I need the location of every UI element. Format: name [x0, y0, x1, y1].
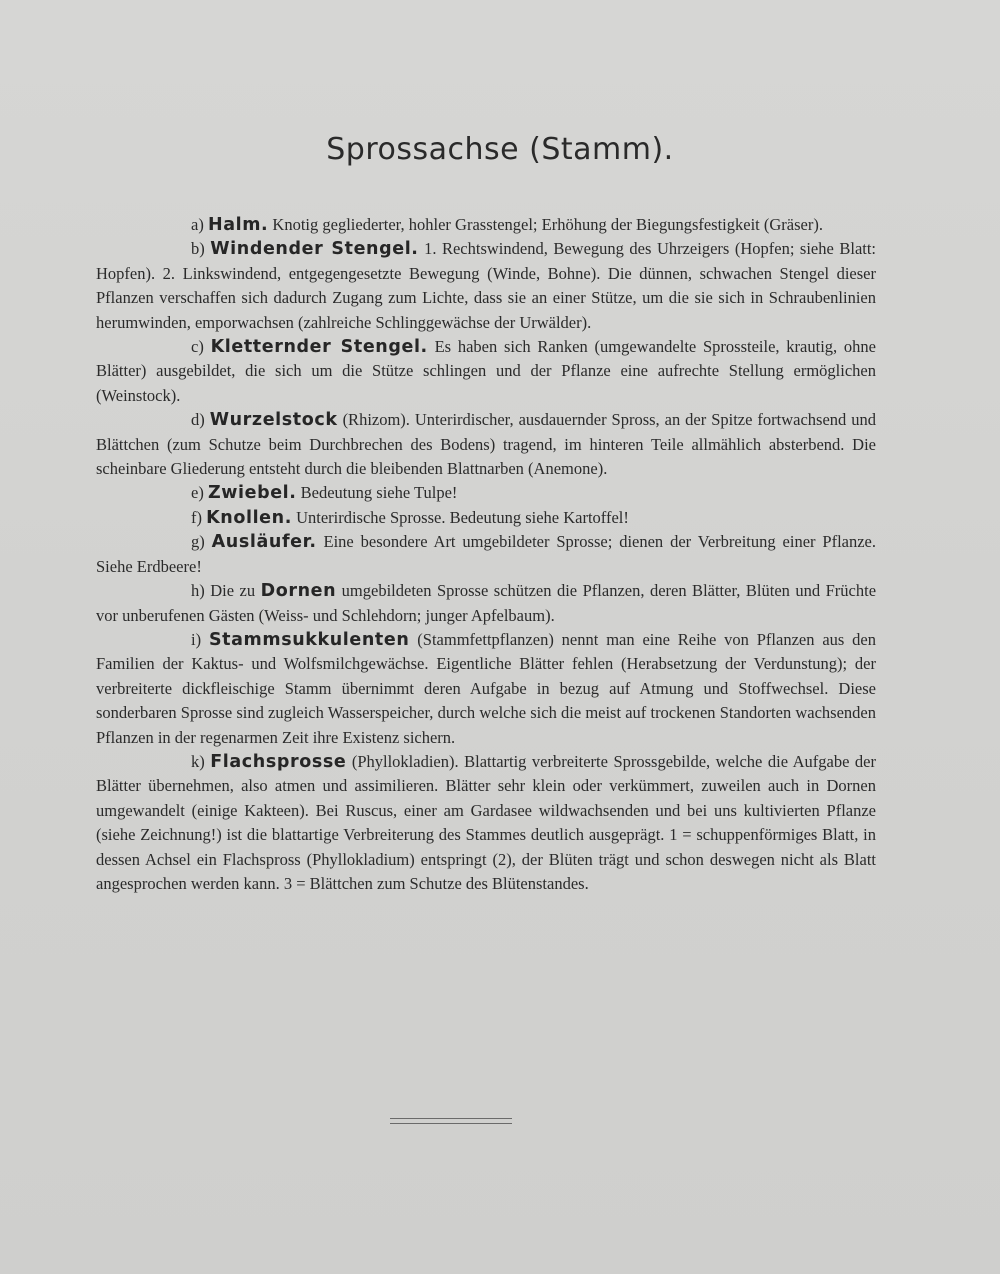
paragraph-text: 1. Rechtswindend, Bewegung des Uhrzeigers (Hopfen; siehe Blatt: Hopfen). 2. Linkswindend, entgegengesetzte Bewegung (Winde, Bohne). Die dünnen, schwachen Stengel dieser Pflanzen verschaffen sich dadurch Zugang zum Lichte, dass sie an einer Stütze, um die sie sich in Schraubenlinien herumwinden, emporwachsen (zahlreiche Schlinggewächse der Urwälder). — [96, 239, 877, 332]
paragraph-text: (Stammfettpflanzen) nennt man eine Reihe von Pflanzen aus den Familien der Kaktus- und Wolfsmilchgewächse. Eigentliche Blätter fehlen (Herabsetzung der Verdunstung); der verbreiterte dickfleischige Stamm übernimmt deren Aufgabe in bezug auf Atmung und Stoffwechsel. Diese sonderbaren Sprosse sind zugleich Wasserspeicher, durch welche sich die meist auf trockenen Standorten wachsenden Pflanzen in der regenarmen Zeit ihre Existenz sichern. — [96, 629, 877, 747]
paragraph-text: Knotig gegliederter, hohler Grasstengel; Erhöhung der Biegungsfestigkeit (Gräser). — [272, 215, 823, 234]
paragraph-text: umgebildeten Sprosse schützen die Pflanzen, deren Blätter, Blüten und Früchte vor unberufenen Gästen (Weiss- und Schlehdorn; junger Apfelbaum). — [96, 581, 877, 625]
paragraph-text: Unterirdische Sprosse. Bedeutung siehe Kartoffel! — [296, 507, 629, 527]
paragraph-e — [96, 481, 876, 505]
paragraph-f — [96, 506, 876, 530]
body-text — [96, 213, 876, 896]
paragraph-term: Halm. — [207, 215, 269, 235]
paragraph-label: i) — [191, 629, 202, 649]
paragraph-label: g) — [191, 532, 205, 552]
paragraph-label: e) — [191, 483, 204, 503]
paragraph-term: Knollen. — [206, 507, 292, 528]
paragraph-term: Ausläufer. — [211, 532, 317, 553]
paragraph-term: Flachsprosse — [210, 751, 347, 772]
paragraph-label: a) — [191, 215, 204, 234]
paragraph-term: Zwiebel. — [207, 483, 297, 504]
paragraph-pre: Die zu — [210, 581, 256, 601]
paragraph-label: b) — [191, 239, 205, 259]
paragraph-text: Bedeutung siehe Tulpe! — [300, 483, 458, 503]
paragraph-text: Eine besondere Art umgebildeter Sprosse; dienen der Verbreitung einer Pflanze. Siehe Erdbeere! — [96, 532, 877, 576]
paragraph-label: f) — [191, 507, 202, 527]
paragraph-term: Kletternder Stengel. — [210, 337, 428, 358]
paragraph-g — [96, 530, 876, 579]
paragraph-i — [96, 628, 876, 750]
paragraph-term: Dornen — [260, 581, 337, 602]
paragraph-k — [96, 750, 876, 896]
paragraph-b — [96, 237, 876, 335]
page-title: Sprossachse (Stamm). — [326, 132, 674, 167]
paragraph-label: h) — [191, 581, 205, 601]
paragraph-term: Wurzelstock — [209, 410, 338, 431]
paragraph-label: d) — [191, 410, 205, 430]
paragraph-text: Es haben sich Ranken (umgewandelte Sprossteile, krautig, ohne Blätter) ausgebildet, die sich um die Stütze schlingen und der Pflanze eine aufrechte Stellung ermöglichen (Weinstock). — [96, 337, 876, 405]
end-rule — [390, 1118, 512, 1124]
paragraph-label: c) — [191, 337, 204, 357]
paragraph-text: (Rhizom). Unterirdischer, ausdauernder Spross, an der Spitze fortwachsend und Blättchen (zum Schutze beim Durchbrechen des Bodens) tragend, im hinteren Teile allmählich absterbend. Die scheinbare Gliederung entsteht durch die bleibenden Blattnarben (Anemone). — [96, 410, 877, 479]
paragraph-term: Stammsukkulenten — [208, 629, 410, 650]
paragraph-h — [96, 579, 876, 628]
paragraph-d — [96, 408, 876, 481]
paragraph-label: k) — [191, 751, 205, 771]
paragraph-term: Windender Stengel. — [210, 239, 419, 260]
paragraph-a — [96, 213, 876, 237]
paragraph-c — [96, 335, 876, 408]
paragraph-text: (Phyllokladien). Blattartig verbreiterte Sprossgebilde, welche die Aufgabe der Blätter übernehmen, also atmen und assimilieren. Blätter sehr klein oder verkümmert, zuweilen auch in Dornen umgewandelt (einige Kakteen). Bei Ruscus, einer am Gardasee wildwachsenden und bei uns kultivierten Pflanze (siehe Zeichnung!) ist die blattartige Verbreiterung des Stammes deutlich ausgeprägt. 1 = schuppenförmiges Blatt, in dessen Achsel ein Flachspross (Phyllokladium) entspringt (2), der Blüten trägt und schon deswegen nicht als Blatt angesprochen werden kann. 3 = Blättchen zum Schutze des Blütenstandes. — [96, 751, 877, 893]
